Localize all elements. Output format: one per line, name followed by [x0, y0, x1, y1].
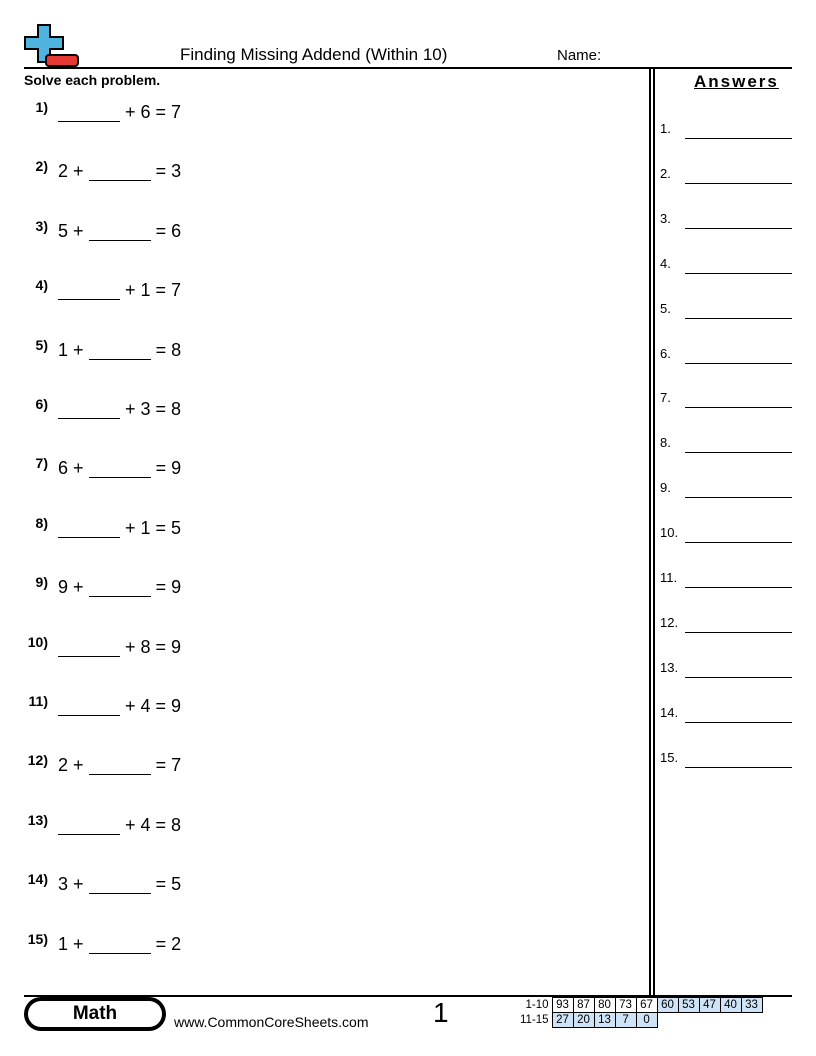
- missing-addend-blank[interactable]: [58, 400, 120, 419]
- subject-badge: [24, 997, 166, 1031]
- equation-right-part: + 6 = 7: [125, 102, 182, 122]
- missing-addend-blank[interactable]: [89, 935, 151, 954]
- missing-addend-blank[interactable]: [89, 756, 151, 775]
- score-cell: 40: [720, 998, 741, 1013]
- answer-item: [660, 660, 792, 684]
- answer-item: [660, 346, 792, 370]
- answer-item: [660, 570, 792, 594]
- score-cell: 47: [699, 998, 720, 1013]
- answer-item: [660, 705, 792, 729]
- instructions: Solve each problem.: [24, 72, 161, 88]
- problem-item: [24, 933, 224, 957]
- score-cell: 7: [615, 1013, 636, 1028]
- problem-number: 11): [28, 693, 48, 709]
- answer-line[interactable]: [685, 363, 792, 364]
- problem-item: [24, 576, 224, 600]
- problem-equation: [58, 220, 181, 242]
- score-row: [520, 1013, 762, 1028]
- problem-number: 5): [35, 337, 48, 353]
- problem-equation: [58, 814, 181, 836]
- worksheet-title: Finding Missing Addend (Within 10): [180, 45, 448, 64]
- score-cell: 67: [636, 998, 657, 1013]
- answer-item: [660, 525, 792, 549]
- answer-number: 14.: [660, 705, 679, 720]
- answer-line[interactable]: [685, 407, 792, 408]
- score-cell: 80: [594, 998, 615, 1013]
- missing-addend-blank[interactable]: [89, 875, 151, 894]
- problem-equation: [58, 695, 181, 717]
- problem-item: [24, 339, 224, 363]
- problem-equation: [58, 873, 181, 895]
- answer-item: [660, 615, 792, 639]
- problem-number: 14): [27, 871, 48, 887]
- problem-item: [24, 695, 224, 719]
- answer-line[interactable]: [685, 542, 792, 543]
- name-label: Name:: [557, 47, 602, 64]
- problem-equation: [58, 754, 181, 776]
- answer-line[interactable]: [685, 452, 792, 453]
- answer-number: 6.: [660, 346, 671, 361]
- equation-left-term: 1 +: [58, 340, 84, 360]
- equation-right-part: = 9: [155, 577, 182, 597]
- answer-item: [660, 301, 792, 325]
- score-table: [520, 997, 763, 1028]
- equation-right-part: = 9: [155, 458, 182, 478]
- score-cell: 53: [678, 998, 699, 1013]
- problem-equation: [58, 398, 181, 420]
- answer-line[interactable]: [685, 677, 792, 678]
- score-cell: 13: [594, 1013, 615, 1028]
- answer-number: 11.: [660, 570, 678, 585]
- equation-left-term: 9 +: [58, 577, 84, 597]
- problem-equation: [58, 933, 181, 955]
- problem-item: [24, 101, 224, 125]
- answer-number: 15.: [660, 750, 679, 765]
- equation-right-part: + 1 = 5: [125, 518, 182, 538]
- problem-equation: [58, 101, 181, 123]
- subject-label: Math: [28, 1001, 162, 1027]
- problem-equation: [58, 457, 181, 479]
- missing-addend-blank[interactable]: [58, 519, 120, 538]
- score-cell: 20: [573, 1013, 594, 1028]
- missing-addend-blank[interactable]: [89, 578, 151, 597]
- answer-line[interactable]: [685, 587, 792, 588]
- missing-addend-blank[interactable]: [58, 816, 120, 835]
- problem-item: [24, 220, 224, 244]
- answer-line[interactable]: [685, 273, 792, 274]
- answer-line[interactable]: [685, 138, 792, 139]
- problem-item: [24, 814, 224, 838]
- answers-heading: Answers: [694, 72, 779, 91]
- score-row: [520, 998, 762, 1013]
- problem-item: [24, 636, 224, 660]
- missing-addend-blank[interactable]: [58, 697, 120, 716]
- problem-number: 9): [35, 574, 48, 590]
- problem-equation: [58, 160, 181, 182]
- header-divider: [24, 67, 792, 69]
- score-cell: 33: [741, 998, 762, 1013]
- answer-line[interactable]: [685, 632, 792, 633]
- score-cell: 27: [552, 1013, 573, 1028]
- answer-line[interactable]: [685, 722, 792, 723]
- problem-number: 6): [35, 396, 48, 412]
- answer-item: [660, 750, 792, 774]
- equation-left-term: 1 +: [58, 934, 84, 954]
- problem-item: [24, 398, 224, 422]
- page-number: 1: [433, 997, 449, 1028]
- problem-item: [24, 517, 224, 541]
- equation-right-part: = 7: [155, 755, 182, 775]
- score-cell: 60: [657, 998, 678, 1013]
- problem-number: 1): [35, 99, 48, 115]
- equation-right-part: = 8: [155, 340, 182, 360]
- website-url: www.CommonCoreSheets.com: [174, 1014, 369, 1030]
- answer-item: [660, 211, 792, 235]
- answer-line[interactable]: [685, 497, 792, 498]
- plus-minus-logo-icon: [24, 24, 80, 68]
- equation-right-part: = 5: [155, 874, 182, 894]
- problem-number: 7): [35, 455, 48, 471]
- problem-number: 8): [35, 515, 48, 531]
- equation-right-part: + 8 = 9: [125, 637, 182, 657]
- problem-number: 13): [27, 812, 48, 828]
- answer-number: 12.: [660, 615, 679, 630]
- equation-left-term: 2 +: [58, 161, 84, 181]
- missing-addend-blank[interactable]: [58, 638, 120, 657]
- problem-item: [24, 279, 224, 303]
- equation-right-part: + 1 = 7: [125, 280, 182, 300]
- answer-item: [660, 166, 792, 190]
- missing-addend-blank[interactable]: [89, 341, 151, 360]
- equation-right-part: + 4 = 8: [125, 815, 182, 835]
- score-range-label: 11-15: [520, 1014, 549, 1026]
- equation-left-term: 5 +: [58, 221, 84, 241]
- answer-number: 8.: [660, 435, 671, 450]
- problem-item: [24, 873, 224, 897]
- problem-number: 15): [27, 931, 48, 947]
- answer-item: [660, 435, 792, 459]
- answer-item: [660, 480, 792, 504]
- problem-number: 10): [27, 634, 48, 650]
- problem-number: 12): [27, 752, 48, 768]
- equation-left-term: 2 +: [58, 755, 84, 775]
- answer-number: 5.: [660, 301, 671, 316]
- problem-item: [24, 457, 224, 481]
- answer-line[interactable]: [685, 767, 792, 768]
- problem-number: 3): [35, 218, 48, 234]
- answer-number: 10.: [660, 525, 679, 540]
- equation-right-part: + 4 = 9: [125, 696, 182, 716]
- problem-equation: [58, 279, 181, 301]
- answer-line[interactable]: [685, 183, 792, 184]
- problem-item: [24, 754, 224, 778]
- answer-line[interactable]: [685, 228, 792, 229]
- equation-right-part: = 2: [155, 934, 182, 954]
- missing-addend-blank[interactable]: [58, 103, 120, 122]
- score-cell: 87: [573, 998, 594, 1013]
- score-cell: 0: [636, 1013, 657, 1028]
- missing-addend-blank[interactable]: [89, 459, 151, 478]
- equation-right-part: + 3 = 8: [125, 399, 182, 419]
- problem-equation: [58, 576, 181, 598]
- score-cell: 73: [615, 998, 636, 1013]
- equation-left-term: 6 +: [58, 458, 84, 478]
- problem-number: 2): [35, 158, 48, 174]
- missing-addend-blank[interactable]: [89, 222, 151, 241]
- answer-number: 9.: [660, 480, 671, 495]
- answer-number: 1.: [660, 121, 671, 136]
- problem-equation: [58, 517, 181, 539]
- answer-item: [660, 390, 792, 414]
- column-divider-left: [649, 67, 651, 995]
- answer-line[interactable]: [685, 318, 792, 319]
- missing-addend-blank[interactable]: [89, 162, 151, 181]
- equation-right-part: = 3: [155, 161, 182, 181]
- answer-item: [660, 121, 792, 145]
- answer-number: 3.: [660, 211, 671, 226]
- equation-right-part: = 6: [155, 221, 182, 241]
- answer-number: 2.: [660, 166, 671, 181]
- equation-left-term: 3 +: [58, 874, 84, 894]
- problem-equation: [58, 636, 181, 658]
- problem-number: 4): [35, 277, 48, 293]
- answer-number: 4.: [660, 256, 671, 271]
- answer-item: [660, 256, 792, 280]
- score-range-label: 1-10: [525, 999, 549, 1011]
- answer-number: 13.: [660, 660, 679, 675]
- score-cell: 93: [552, 998, 573, 1013]
- column-divider-right: [653, 67, 655, 995]
- missing-addend-blank[interactable]: [58, 281, 120, 300]
- problem-equation: [58, 339, 181, 361]
- problem-item: [24, 160, 224, 184]
- answer-number: 7.: [660, 390, 671, 405]
